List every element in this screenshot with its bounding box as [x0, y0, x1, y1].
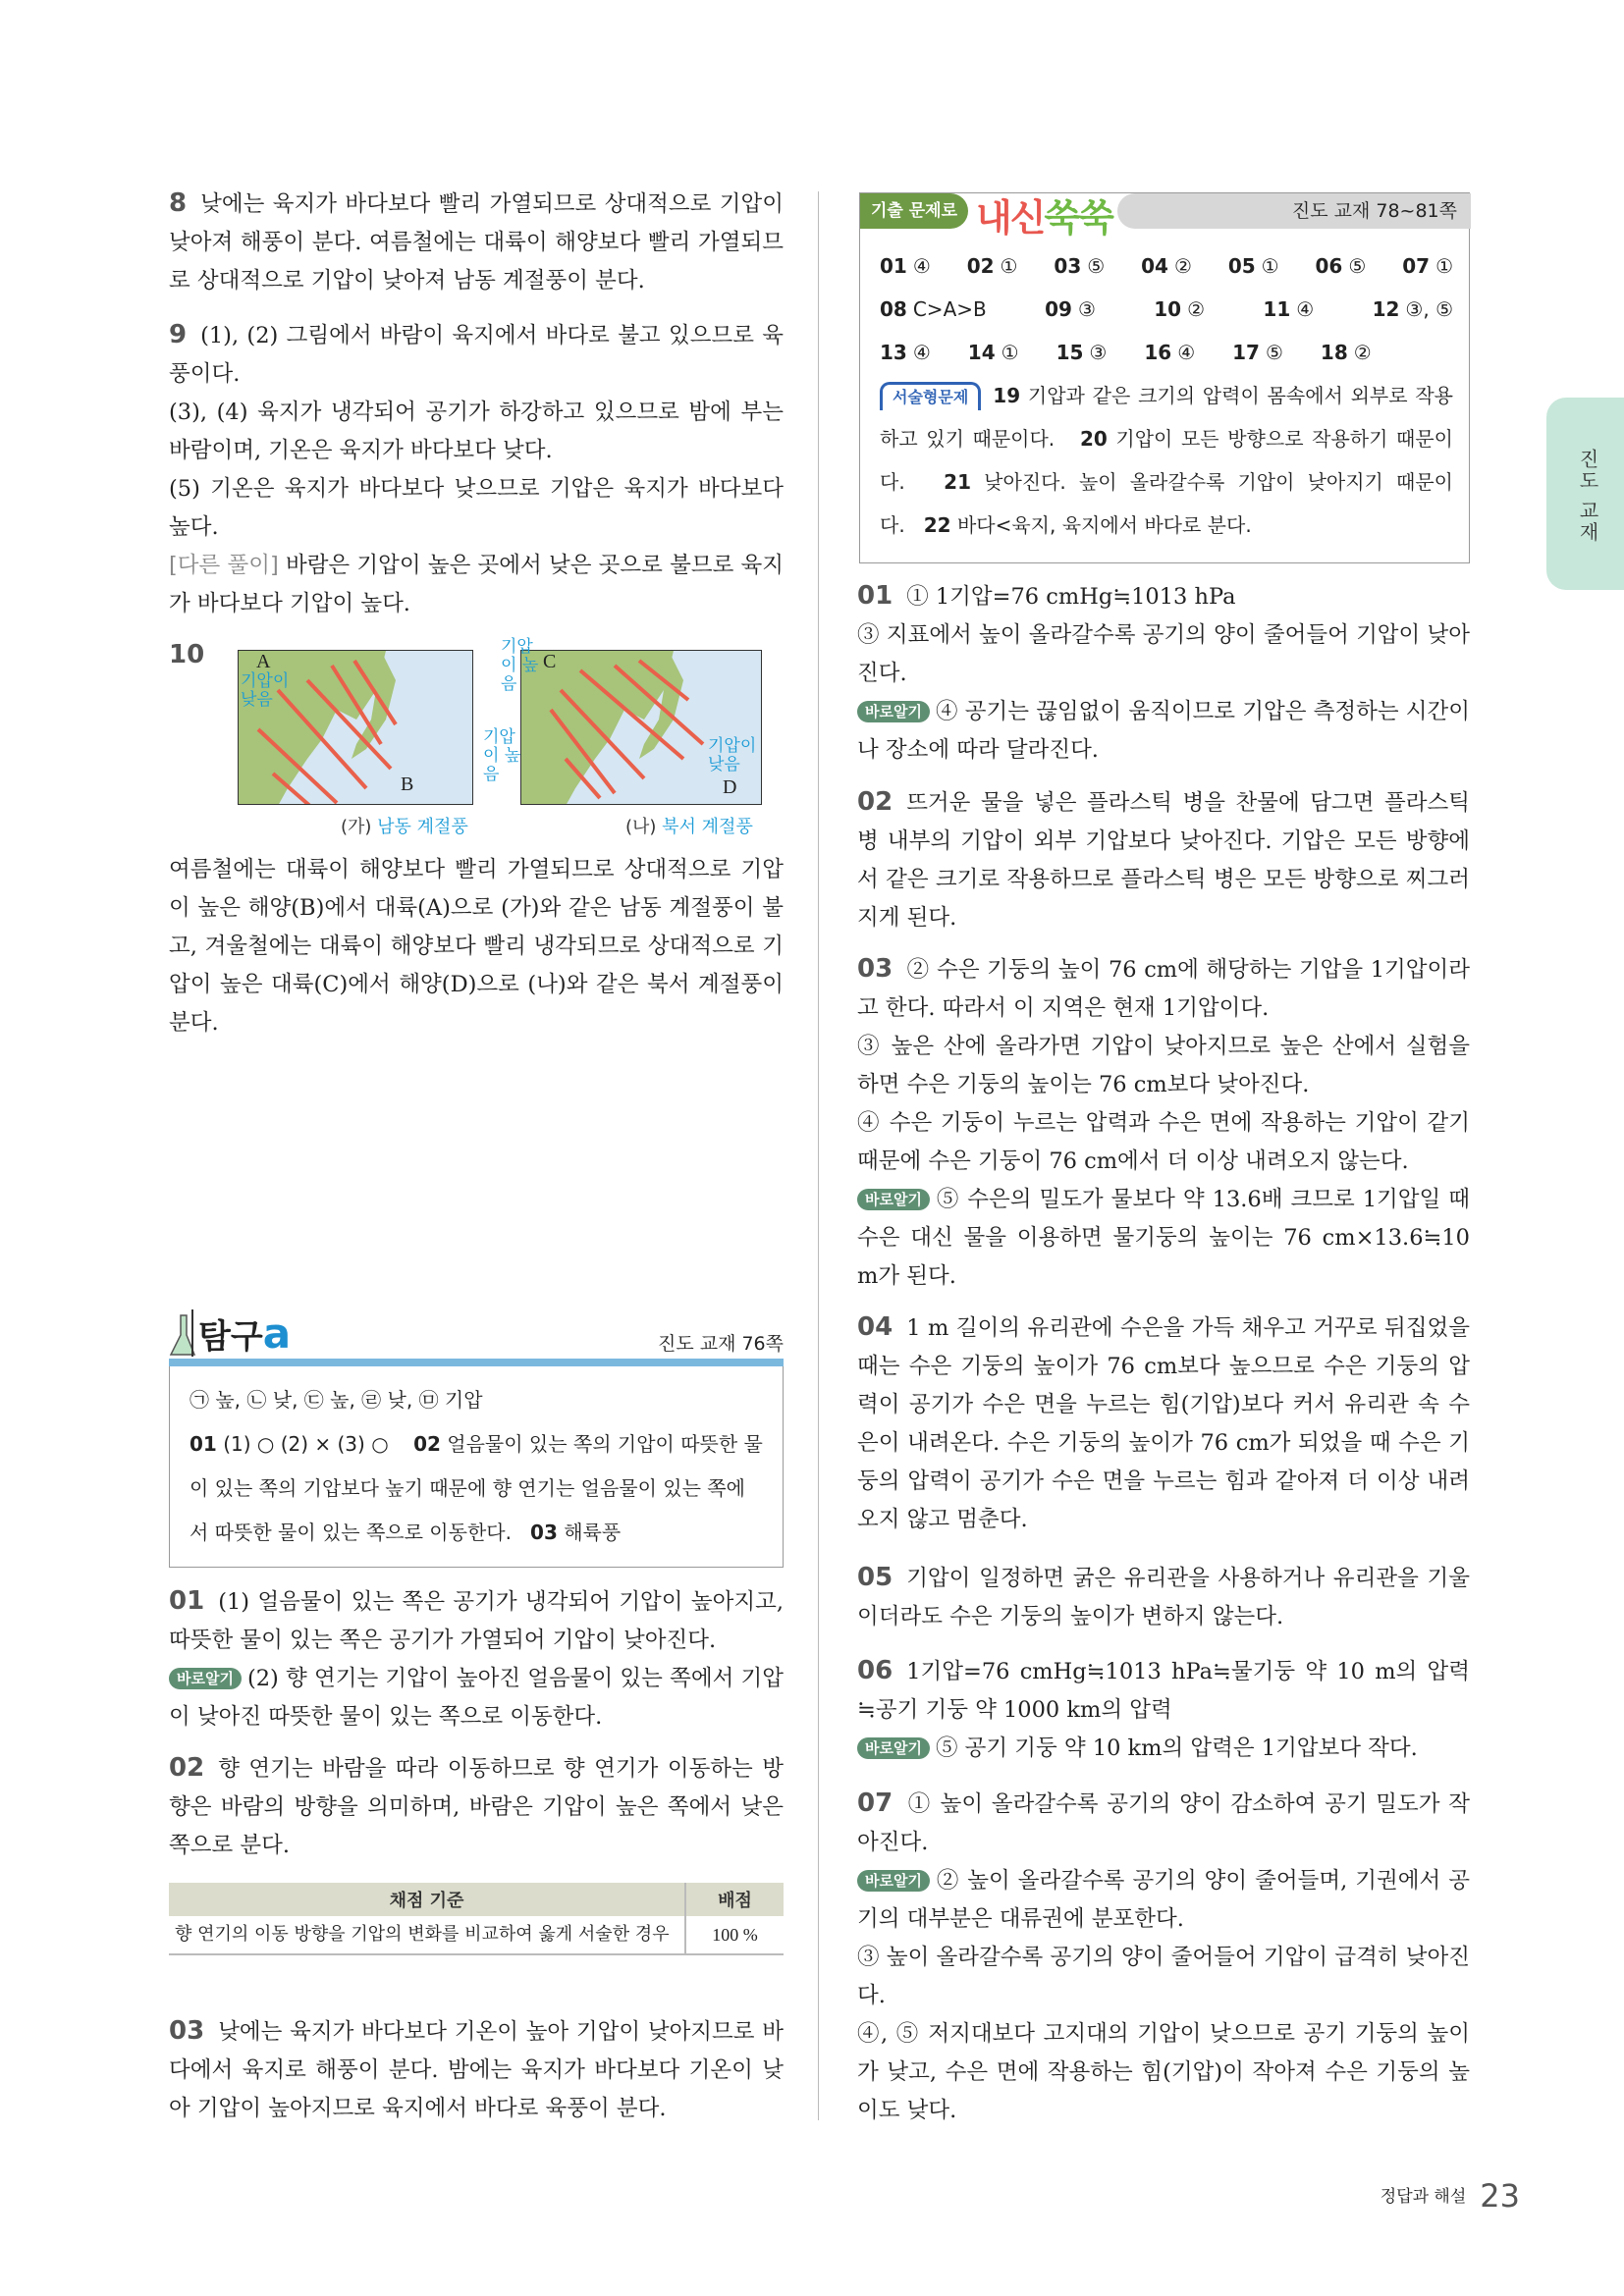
- answer-value: ⑤: [1348, 254, 1367, 278]
- question-number: 04: [1141, 254, 1168, 278]
- answer-value: ④: [1177, 341, 1196, 364]
- essay-label: 서술형문제: [880, 382, 981, 410]
- answer-item: [1045, 288, 1096, 331]
- scoring-table: 채점 기준 배점 향 연기의 이동 방향을 기압의 변화를 비교하여 옳게 서술한 경우 100 %: [169, 1883, 784, 1955]
- answer-value: ①: [1000, 254, 1018, 278]
- question-number: 07: [1402, 254, 1431, 278]
- explain-r02: 02 뜨거운 물을 넣은 플라스틱 병을 찬물에 담그면 플라스틱 병 내부의 기압이 외부 기압보다 낮아진다. 기압은 모든 방향에서 같은 크기로 작용하므로 플라스틱 병은 모든 방향으로 찌그러지게 된다.: [857, 787, 1470, 931]
- answer-row: [880, 244, 1453, 288]
- answer-item: [1054, 244, 1105, 288]
- question-number: 18: [1320, 341, 1348, 364]
- question-number: 14: [967, 341, 996, 364]
- question-number: 15: [1056, 341, 1084, 364]
- answer-value: ①: [1261, 254, 1279, 278]
- answer-value: C>A>B: [912, 297, 987, 321]
- tamgu-bar: [169, 1359, 784, 1366]
- question-number: 01: [880, 254, 907, 278]
- question-number: 02: [966, 254, 995, 278]
- answer-value: ④: [912, 254, 931, 278]
- question-number: 13: [880, 341, 907, 364]
- tamgu-header: 탐구a 진도 교재 76쪽: [169, 1306, 784, 1361]
- answer-item: [1316, 244, 1367, 288]
- map-summer-monsoon: A 기압이 낮음 B: [238, 650, 473, 805]
- chapter-side-tab[interactable]: 진도 교재: [1546, 398, 1624, 590]
- answer-value: ②: [1173, 254, 1192, 278]
- question-number: 06: [1315, 254, 1343, 278]
- answer-value: ④: [912, 341, 931, 364]
- answer-10-text: 여름철에는 대륙이 해양보다 빨리 가열되므로 상대적으로 기압이 높은 해양(B)에서 대륙(A)으로 (가)와 같은 남동 계절풍이 불고, 겨울철에는 대륙이 해양보다 빨리 냉각되므로 상대적으로 기압이 높은 대륙(C)에서 해양(D)으로 (나)와 같은 북서 계절풍이 분다.: [169, 857, 784, 1036]
- question-number: 05: [1227, 254, 1256, 278]
- tamgu-answers: ㉠ 높, ㉡ 낮, ㉢ 높, ㉣ 낮, ㉤ 기압 01 (1) ○ (2) × (3) ○ 02 얼음물이 있는 쪽의 기압이 따뜻한 물이 있는 쪽의 기압보다 높기 때문에 향 연기는 얼음물이 있는 쪽에서 따뜻한 물이 있는 쪽으로 이동한다. 03 해륙풍: [169, 1366, 784, 1568]
- answer-item: [1154, 288, 1205, 331]
- explain-02: 02 향 연기는 바람을 따라 이동하므로 향 연기가 이동하는 방향은 바람의 방향을 의미하며, 바람은 기압이 높은 쪽에서 낮은 쪽으로 분다.: [169, 1753, 784, 1858]
- logo: 내신쑥쑥: [976, 196, 1112, 240]
- monsoon-maps: 10 A 기압이 낮음 B 기압이 높음 C 기압이 낮음 D 기압이 높음 (가) 남동 계절풍 (나) 북서 계절풍: [169, 628, 784, 844]
- answer-value: ③, ⑤: [1405, 297, 1453, 321]
- answer-row: [880, 288, 1453, 331]
- quiz-answer-box: 진도 교재 78~81쪽 기출 문제로 내신쑥쑥 01 ④ 02 ① 03 ⑤ 04 ② 05 ① 06 ⑤ 07 ① 08 C>A>B 09 ③ 10 ② 11 ④ 12 ③, ⑤ 13 ④ 14 ① 15 ③ 16 ④ 17 ⑤ 18 ② 서술형문제 19 기압과 같은 크기의 압력이 몸속에서 외부로 작용하고 있기 때문이다. 20 기압이 모든 방향으로 작용하기 때문이다. 21 낮아진다. 높이 올라갈수록 기압이 낮아지기 때문이다. 22 바다<육지, 육지에서 바다로 분다.: [859, 192, 1470, 563]
- question-number: 08: [880, 297, 907, 321]
- correction-badge: 바로알기: [169, 1668, 242, 1689]
- page-number: 23: [1480, 2177, 1520, 2215]
- answer-item: [1228, 244, 1279, 288]
- explain-03: 03 낮에는 육지가 바다보다 기온이 높아 기압이 낮아지므로 바다에서 육지로 해풍이 분다. 밤에는 육지가 바다보다 기온이 낮아 기압이 높아지므로 육지에서 바다로 육풍이 분다.: [169, 2016, 784, 2121]
- answer-item: [1321, 331, 1372, 374]
- answer-value: ③: [1089, 341, 1108, 364]
- question-number: 11: [1263, 297, 1291, 321]
- explain-r04: 04 1 m 길이의 유리관에 수은을 가득 채우고 거꾸로 뒤집었을 때는 수은 기둥의 높이가 76 cm보다 높으므로 수은 기둥의 압력이 공기가 수은 면을 누르는 힘(기압)보다 커서 유리관 속 수은이 내려온다. 수은 기둥의 높이가 76 cm가 되었을 때 수은 기둥의 압력이 공기가 수은 면을 누르는 힘과 같아져 더 이상 내려오지 않고 멈춘다.: [857, 1312, 1470, 1532]
- answer-value: ②: [1353, 341, 1372, 364]
- answer-item: [1232, 331, 1283, 374]
- answer-item: [967, 244, 1018, 288]
- answer-value: ⑤: [1265, 341, 1283, 364]
- answer-item: [880, 288, 987, 331]
- answer-item: [1263, 288, 1314, 331]
- question-number: 16: [1144, 341, 1172, 364]
- caption-a: (가) 남동 계절풍: [341, 817, 468, 837]
- question-number: 10: [1154, 297, 1182, 321]
- question-number: 12: [1372, 297, 1400, 321]
- answer-item: [880, 331, 931, 374]
- answer-item: [1141, 244, 1192, 288]
- explain-r07: 07 ① 높이 올라갈수록 공기의 양이 감소하여 공기 밀도가 작아진다. 바로알기 ② 높이 올라갈수록 공기의 양이 줄어들며, 기권에서 공기의 대부분은 대류권에 분포한다. ③ 높이 올라갈수록 공기의 양이 줄어들어 기압이 급격히 낮아진다. ④, ⑤ 저지대보다 고지대의 기압이 낮으므로 공기 기둥의 높이가 낮고, 수은 면에 작용하는 힘(기압)이 작아져 수은 기둥의 높이도 낮다.: [857, 1789, 1470, 2123]
- question-number: 17: [1232, 341, 1260, 364]
- answer-9: 9 (1), (2) 그림에서 바람이 육지에서 바다로 불고 있으므로 육풍이다. (3), (4) 육지가 냉각되어 공기가 하강하고 있으므로 밤에 부는 바람이며, 기온은 육지가 바다보다 낮다. (5) 기온은 육지가 바다보다 낮으므로 기압은 육지가 바다보다 높다. [다른 풀이] 바람은 기압이 높은 곳에서 낮은 곳으로 불므로 육지가 바다보다 기압이 높다.: [169, 320, 784, 616]
- explain-r05: 05 기압이 일정하면 굵은 유리관을 사용하거나 유리관을 기울이더라도 수은 기둥의 높이가 변하지 않는다.: [857, 1563, 1470, 1629]
- answer-row: [880, 331, 1453, 374]
- answer-value: ③: [1077, 297, 1096, 321]
- page-footer: 정답과 해설 23: [1380, 2177, 1520, 2215]
- question-number: 03: [1054, 254, 1082, 278]
- answer-item: [1056, 331, 1108, 374]
- caption-b: (나) 북서 계절풍: [625, 817, 753, 837]
- answer-item: [968, 331, 1019, 374]
- answer-value: ④: [1296, 297, 1315, 321]
- explain-01: 01 (1) 얼음물이 있는 쪽은 공기가 냉각되어 기압이 높아지고, 따뜻한 물이 있는 쪽은 공기가 가열되어 기압이 낮아진다. 바로알기 (2) 향 연기는 기압이 높아진 얼음물이 있는 쪽에서 기압이 낮아진 따뜻한 물이 있는 쪽으로 이동한다.: [169, 1586, 784, 1730]
- explain-r01: 01 ① 1기압=76 cmHg≒1013 hPa ③ 지표에서 높이 올라갈수록 공기의 양이 줄어들어 기압이 낮아진다. 바로알기 ④ 공기는 끊임없이 움직이므로 기압은 측정하는 시간이나 장소에 따라 달라진다.: [857, 581, 1470, 763]
- answer-value: ①: [1435, 254, 1453, 278]
- answer-item: [1144, 331, 1195, 374]
- answer-item: [1402, 244, 1453, 288]
- answer-value: ⑤: [1087, 254, 1106, 278]
- column-divider: [818, 191, 819, 2120]
- question-number: 09: [1045, 297, 1072, 321]
- tamgu-title: 탐구a: [198, 1309, 292, 1358]
- flask-icon: [169, 1306, 198, 1361]
- answer-value: ②: [1187, 297, 1206, 321]
- explain-r03: 03 ② 수은 기둥의 높이 76 cm에 해당하는 기압을 1기압이라고 한다. 따라서 이 지역은 현재 1기압이다. ③ 높은 산에 올라가면 기압이 낮아지므로 높은 산에서 실험을 하면 수은 기둥의 높이는 76 cm보다 낮아진다. ④ 수은 기둥이 누르는 압력과 수은 면에 작용하는 기압이 같기 때문에 수은 기둥이 76 cm에서 더 이상 내려오지 않는다. 바로알기 ⑤ 수은의 밀도가 물보다 약 13.6배 크므로 1기압일 때 수은 대신 물을 이용하면 물기둥의 높이는 76 cm×13.6≒10 m가 된다.: [857, 954, 1470, 1289]
- explain-r06: 06 1기압=76 cmHg≒1013 hPa≒물기둥 약 10 m의 압력≒공기 기둥 약 1000 km의 압력 바로알기 ⑤ 공기 기둥 약 10 km의 압력은 1기압보다 작다.: [857, 1656, 1470, 1761]
- answer-8: 8 낮에는 육지가 바다보다 빨리 가열되므로 상대적으로 기압이 낮아져 해풍이 분다. 여름철에는 대륙이 해양보다 빨리 가열되므로 상대적으로 기압이 낮아져 남동 계절풍이 분다.: [169, 188, 784, 294]
- answer-item: [880, 244, 931, 288]
- answer-value: ①: [1001, 341, 1019, 364]
- answer-item: [1373, 288, 1453, 331]
- map-winter-monsoon: C 기압이 낮음 D: [520, 650, 762, 805]
